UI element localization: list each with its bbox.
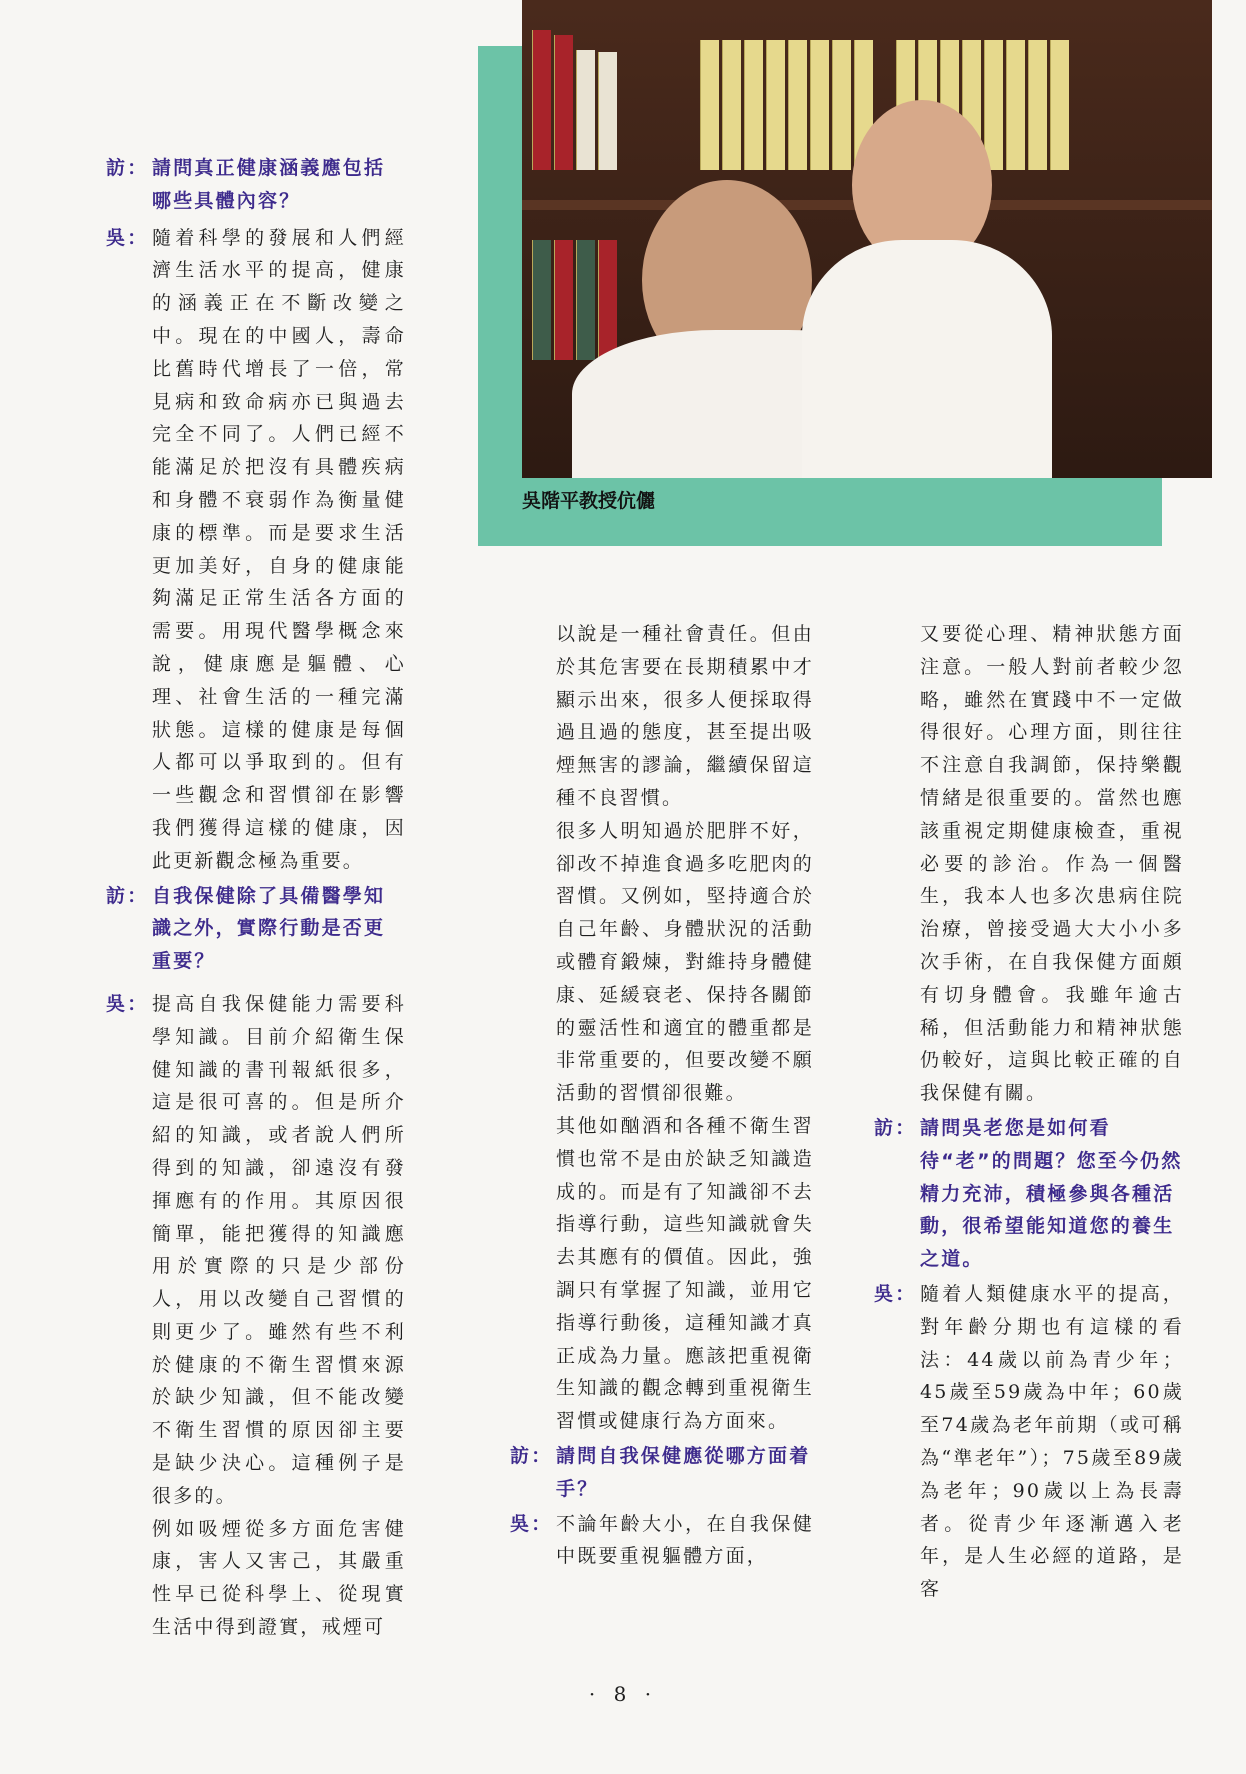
page-number: · 8 ·: [588, 1682, 658, 1706]
column-2-paragraph-1: 以說是一種社會責任。但由於其危害要在長期積累中才顯示出來，很多人便採取得過且過的態度，甚至提出吸煙無害的謬論，繼續保留這種不良習慣。: [556, 623, 814, 809]
column-2-paragraph-3: 其他如酗酒和各種不衛生習慣也常不是由於缺乏知識造成的。而是有了知識卻不去指導行動，這些知識就會失去其應有的價值。因此，強調只有掌握了知識，並用它指導行動後，這種知識才真正成為力量。應該把重視衛生知識的觀念轉到重視衛生習慣或健康行為方面來。: [556, 1114, 814, 1433]
photo-caption: 吳階平教授伉儷: [522, 490, 656, 512]
interviewer-label: 訪：: [874, 1116, 917, 1139]
question-3: [510, 1440, 814, 1506]
column-2: [510, 618, 814, 1573]
question-4-text: 請問吳老您是如何看待“老”的問題？您至今仍然精力充沛，積極參與各種活動，很希望能知道您的養生之道。: [920, 1116, 1183, 1271]
column-2-paragraph-2: 很多人明知過於肥胖不好，卻改不掉進食過多吃肥肉的習慣。又例如，堅持適合於自己年齡、身體狀況的活動或體育鍛煉，對維持身體健康、延緩衰老、保持各關節的靈活性和適宜的體重都是非常重要的，但要改變不願活動的習慣卻很難。: [556, 819, 814, 1105]
question-4: [874, 1112, 1184, 1276]
answer-1: [106, 222, 406, 878]
answer-3: [510, 1508, 814, 1574]
answer-1-text: 隨着科學的發展和人們經濟生活水平的提高，健康的涵義正在不斷改變之中。現在的中國人，壽命比舊時代增長了一倍，常見病和致命病亦已與過去完全不同了。人們已經不能滿足於把沒有具體疾病和身體不衰弱作為衡量健康的標準。而是要求生活更加美好，自身的健康能夠滿足正常生活各方面的需要。用現代醫學概念來說，健康應是軀體、心理、社會生活的一種完滿狀態。這樣的健康是每個人都可以爭取到的。但有一些觀念和習慣卻在影響我們獲得這樣的健康，因此更新觀念極為重要。: [152, 226, 406, 872]
interviewer-label: 訪：: [510, 1444, 553, 1467]
question-1: [106, 152, 406, 218]
answer-2: [106, 988, 406, 1513]
portrait-photo: [522, 0, 1212, 478]
interviewer-label: 訪：: [106, 157, 149, 179]
question-2: [106, 880, 406, 978]
respondent-label: 吳：: [874, 1282, 917, 1305]
column-3-paragraph-1: 又要從心理、精神狀態方面注意。一般人對前者較少忽略，雖然在實踐中不一定做得很好。心理方面，則往往不注意自我調節，保持樂觀情緒是很重要的。當然也應該重視定期健康檢查，重視必要的診治。作為一個醫生，我本人也多次患病住院治療，曾接受過大大小小多次手術，在自我保健方面頗有切身體會。我雖年逾古稀，但活動能力和精神狀態仍較好，這與比較正確的自我保健有關。: [920, 623, 1184, 1105]
question-1-text: 請問真正健康涵義應包括哪些具體內容？: [152, 157, 386, 212]
question-3-text: 請問自我保健應從哪方面着手？: [556, 1444, 811, 1500]
answer-4-text: 隨着人類健康水平的提高，對年齡分期也有這樣的看法：44歲以前為青少年；45歲至59歲為中年；60歲至74歲為老年前期（或可稱為“準老年”）；75歲至89歲為老年；90歲以上為長壽者。從青少年逐漸邁入老年，是人生必經的道路，是客: [920, 1282, 1184, 1601]
interviewer-label: 訪：: [106, 884, 149, 907]
column-3: [874, 618, 1184, 1606]
answer-2-text: 提高自我保健能力需要科學知識。目前介紹衛生保健知識的書刊報紙很多，這是很可喜的。但是所介紹的知識，或者說人們所得到的知識，卻遠沒有發揮應有的作用。其原因很簡單，能把獲得的知識應用於實際的只是少部份人，用以改變自己習慣的則更少了。雖然有些不利於健康的不衛生習慣來源於缺少知識，但不能改變不衛生習慣的原因卻主要是缺少決心。這種例子是很多的。: [152, 992, 406, 1507]
respondent-label: 吳：: [106, 226, 149, 249]
woman-shirt: [802, 240, 1052, 478]
answer-3-text: 不論年齡大小，在自我保健中既要重視軀體方面，: [556, 1512, 814, 1568]
answer-2-continued: 例如吸煙從多方面危害健康，害人又害己，其嚴重性早已從科學上、從現實生活中得到證實，戒煙可: [152, 1517, 406, 1639]
respondent-label: 吳：: [510, 1512, 553, 1535]
answer-4: [874, 1278, 1184, 1606]
question-2-text: 自我保健除了具備醫學知識之外，實際行動是否更重要？: [152, 884, 386, 973]
column-1: [106, 152, 406, 1644]
respondent-label: 吳：: [106, 992, 149, 1015]
